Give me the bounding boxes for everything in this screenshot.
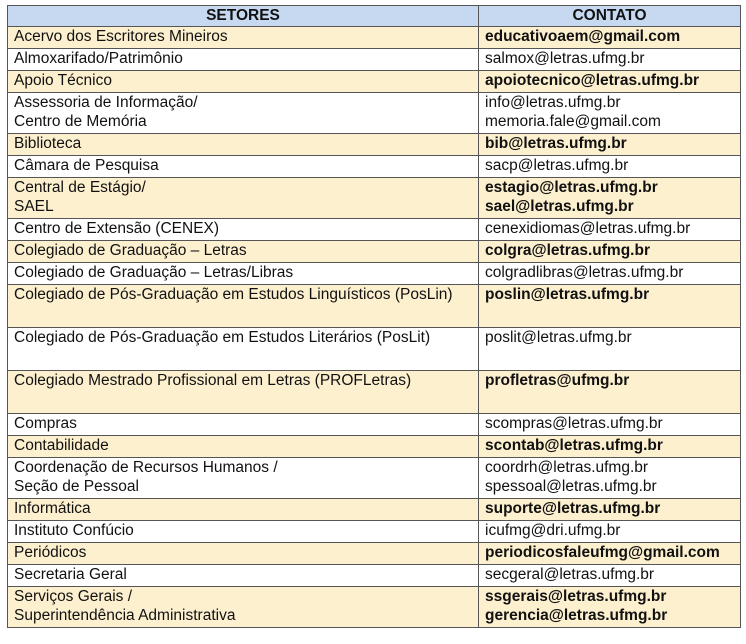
table-row: [8, 328, 741, 371]
contact-email: colgradlibras@letras.ufmg.br: [485, 264, 684, 281]
contact-email: icufmg@dri.ufmg.br: [485, 522, 621, 539]
contact-email: salmox@letras.ufmg.br: [485, 50, 645, 67]
sector-name: Secretaria Geral: [14, 566, 127, 583]
table-row: [8, 371, 741, 414]
table-row: [8, 521, 741, 543]
contact-email: bib@letras.ufmg.br: [485, 135, 627, 152]
contact-cell: [479, 543, 741, 565]
table-row: [8, 241, 741, 263]
column-header-sectors: SETORES: [8, 6, 479, 27]
table-row: [8, 178, 741, 219]
sector-name: Coordenação de Recursos Humanos /: [14, 459, 278, 476]
sector-name: Central de Estágio/: [14, 179, 146, 196]
contact-cell: [479, 93, 741, 134]
sector-cell: [8, 371, 479, 414]
contact-email: info@letras.ufmg.br: [485, 94, 621, 111]
sector-name: Assessoria de Informação/: [14, 94, 198, 111]
sector-cell: [8, 499, 479, 521]
sector-cell: [8, 543, 479, 565]
table-row: [8, 71, 741, 93]
contact-cell: [479, 134, 741, 156]
sector-cell: [8, 93, 479, 134]
sector-cell: [8, 521, 479, 543]
sector-name: Instituto Confúcio: [14, 522, 134, 539]
sector-name: Seção de Pessoal: [14, 478, 139, 495]
sector-cell: [8, 156, 479, 178]
sector-cell: [8, 263, 479, 285]
contact-email: memoria.fale@gmail.com: [485, 113, 661, 130]
sector-name: Colegiado Mestrado Profissional em Letras (PROFLetras): [14, 372, 412, 389]
contact-email: colgra@letras.ufmg.br: [485, 242, 650, 259]
sector-cell: [8, 71, 479, 93]
table-row: [8, 134, 741, 156]
sector-name: Almoxarifado/Patrimônio: [14, 50, 183, 67]
table-row: [8, 458, 741, 499]
sector-cell: [8, 285, 479, 328]
contact-email: spessoal@letras.ufmg.br: [485, 478, 657, 495]
contact-email: poslin@letras.ufmg.br: [485, 286, 650, 303]
table-row: [8, 414, 741, 436]
sector-cell: [8, 219, 479, 241]
contact-email: sacp@letras.ufmg.br: [485, 157, 629, 174]
contact-cell: [479, 27, 741, 49]
table-body: [8, 27, 741, 628]
sector-cell: [8, 328, 479, 371]
sector-name: Colegiado de Graduação – Letras: [14, 242, 247, 259]
contact-cell: [479, 285, 741, 328]
contacts-table: [7, 5, 741, 628]
table-row: [8, 565, 741, 587]
contact-email: gerencia@letras.ufmg.br: [485, 607, 668, 624]
table-row: [8, 587, 741, 628]
contact-cell: [479, 499, 741, 521]
contact-cell: [479, 156, 741, 178]
sector-name: Compras: [14, 415, 77, 432]
sector-cell: [8, 587, 479, 628]
contact-cell: [479, 414, 741, 436]
sector-cell: [8, 27, 479, 49]
contact-email: estagio@letras.ufmg.br: [485, 179, 658, 196]
sector-name: Colegiado de Pós-Graduação em Estudos Literários (PosLit): [14, 329, 431, 346]
contact-cell: [479, 178, 741, 219]
contact-email: coordrh@letras.ufmg.br: [485, 459, 649, 476]
column-header-contact: CONTATO: [479, 6, 741, 27]
table-row: [8, 436, 741, 458]
contact-cell: [479, 521, 741, 543]
sector-cell: [8, 565, 479, 587]
contact-cell: [479, 71, 741, 93]
contact-cell: [479, 458, 741, 499]
table-row: [8, 156, 741, 178]
contact-email: secgeral@letras.ufmg.br: [485, 566, 655, 583]
sector-name: Biblioteca: [14, 135, 82, 152]
sector-cell: [8, 436, 479, 458]
contact-email: apoiotecnico@letras.ufmg.br: [485, 72, 700, 89]
contact-email: suporte@letras.ufmg.br: [485, 500, 661, 517]
sector-cell: [8, 458, 479, 499]
contact-cell: [479, 371, 741, 414]
contact-cell: [479, 565, 741, 587]
sector-name: Apoio Técnico: [14, 72, 112, 89]
table-row: [8, 499, 741, 521]
table-row: [8, 543, 741, 565]
contact-cell: [479, 587, 741, 628]
sector-cell: [8, 178, 479, 219]
sector-cell: [8, 241, 479, 263]
sector-cell: [8, 134, 479, 156]
contact-email: poslit@letras.ufmg.br: [485, 329, 632, 346]
contact-email: sael@letras.ufmg.br: [485, 198, 634, 215]
contact-email: profletras@ufmg.br: [485, 372, 630, 389]
sector-name: Informática: [14, 500, 91, 517]
table-row: [8, 219, 741, 241]
contact-email: scompras@letras.ufmg.br: [485, 415, 663, 432]
table-row: [8, 285, 741, 328]
sector-name: Câmara de Pesquisa: [14, 157, 159, 174]
table-row: [8, 93, 741, 134]
contact-email: cenexidiomas@letras.ufmg.br: [485, 220, 691, 237]
contact-cell: [479, 241, 741, 263]
table-row: [8, 27, 741, 49]
sector-name: Centro de Extensão (CENEX): [14, 220, 220, 237]
table-header-row: [8, 6, 741, 27]
contact-cell: [479, 219, 741, 241]
contact-cell: [479, 328, 741, 371]
table-row: [8, 49, 741, 71]
contact-email: educativoaem@gmail.com: [485, 28, 681, 45]
sector-name: Colegiado de Graduação – Letras/Libras: [14, 264, 294, 281]
sector-name: Serviços Gerais /: [14, 588, 133, 605]
contact-cell: [479, 49, 741, 71]
contact-cell: [479, 263, 741, 285]
table-row: [8, 263, 741, 285]
sector-name: Colegiado de Pós-Graduação em Estudos Linguísticos (PosLin): [14, 286, 453, 303]
sector-name: Centro de Memória: [14, 113, 147, 130]
contact-cell: [479, 436, 741, 458]
sector-name: Periódicos: [14, 544, 87, 561]
sector-name: Acervo dos Escritores Mineiros: [14, 28, 228, 45]
sector-cell: [8, 414, 479, 436]
contact-email: ssgerais@letras.ufmg.br: [485, 588, 667, 605]
sector-name: Contabilidade: [14, 437, 109, 454]
sector-cell: [8, 49, 479, 71]
contact-email: scontab@letras.ufmg.br: [485, 437, 663, 454]
sector-name: Superintendência Administrativa: [14, 607, 236, 624]
contact-email: periodicosfaleufmg@gmail.com: [485, 544, 720, 561]
sector-name: SAEL: [14, 198, 54, 215]
